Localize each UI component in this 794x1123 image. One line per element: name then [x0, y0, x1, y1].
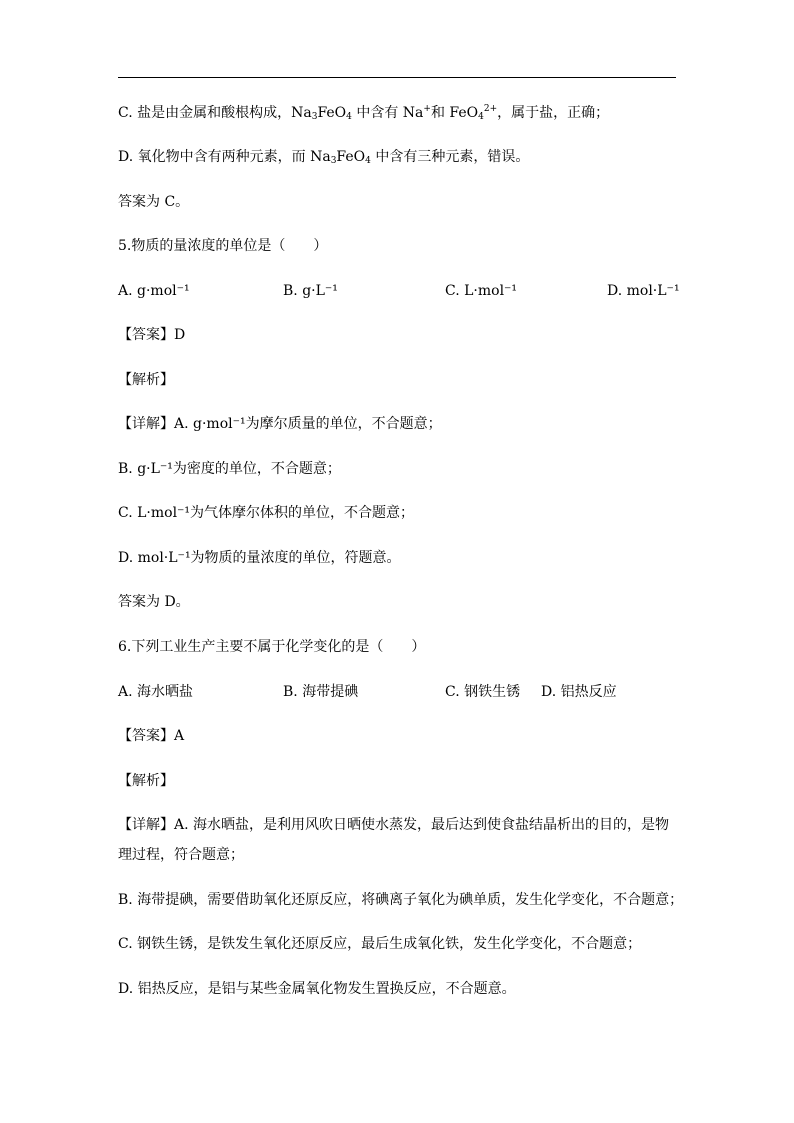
q6-option-b: B. 海带提碘 — [283, 684, 359, 700]
q6-detail-c: C. 钢铁生锈，是铁发生氧化还原反应，最后生成氧化铁，发生化学变化，不合题意； — [118, 936, 642, 952]
q5-option-b: B. g·L⁻¹ — [283, 283, 338, 299]
q5-option-d: D. mol·L⁻¹ — [607, 283, 680, 299]
q5-answer: 【答案】D — [118, 327, 186, 343]
q6-option-d: D. 铝热反应 — [541, 684, 617, 700]
q5-final-answer: 答案为 D。 — [118, 594, 190, 610]
q6-option-a: A. 海水晒盐 — [118, 684, 194, 700]
text-line-option-d-explanation: D. 氧化物中含有两种元素，而 $Na_3FeO_4$ 中含有三种元素，错误。 — [118, 149, 530, 166]
q6-detail-d: D. 铝热反应，是铝与某些金属氧化物发生置换反应，不合题意。 — [118, 981, 516, 997]
q6-option-c: C. 钢铁生锈 — [445, 684, 521, 700]
header-rule — [118, 77, 676, 78]
answer-summary: 答案为 C。 — [118, 194, 190, 210]
q5-analysis-heading: 【解析】 — [118, 372, 174, 388]
q5-detail-b: B. g·L⁻¹为密度的单位，不合题意； — [118, 461, 341, 477]
q5-detail-c: C. L·mol⁻¹为气体摩尔体积的单位，不合题意； — [118, 505, 415, 521]
question-6-stem: 6.下列工业生产主要不属于化学变化的是（ ） — [118, 639, 426, 655]
q5-detail-d: D. mol·L⁻¹为物质的量浓度的单位，符题意。 — [118, 550, 401, 566]
q6-detail-a-line1: 【详解】A. 海水晒盐，是利用风吹日晒使水蒸发，最后达到使食盐结晶析出的目的，是物 — [118, 817, 670, 833]
q5-option-a: A. g·mol⁻¹ — [118, 283, 190, 299]
q5-option-c: C. L·mol⁻¹ — [445, 283, 518, 299]
q6-detail-b: B. 海带提碘，需要借助氧化还原反应，将碘离子氧化为碘单质，发生化学变化，不合题意； — [118, 892, 684, 908]
q6-answer: 【答案】A — [118, 728, 185, 744]
q6-analysis-heading: 【解析】 — [118, 773, 174, 789]
text-line-option-c-explanation: C. 盐是由金属和酸根构成，$Na_3FeO_4$ 中含有 Na+和 FeO$_4^{2+}$，属于盐，正确； — [118, 104, 610, 122]
q5-detail-a: 【详解】A. g·mol⁻¹为摩尔质量的单位，不合题意； — [118, 416, 442, 432]
question-5-stem: 5.物质的量浓度的单位是（ ） — [118, 238, 328, 254]
q6-detail-a-line2: 理过程，符合题意； — [118, 847, 244, 863]
